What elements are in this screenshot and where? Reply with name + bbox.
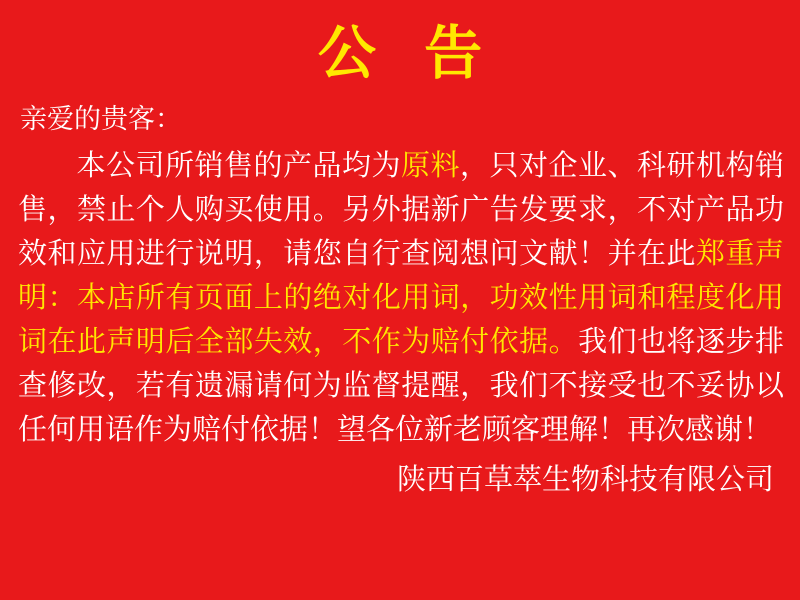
- highlight-solemn-statement: 郑重声明：本店所有页面上的绝对化用词，功效性用词和程度化用词在此声明后全部失效，不作为赔付依据。: [18, 235, 784, 359]
- body-part-1: 本公司所销售的产品均为: [76, 147, 401, 182]
- page-title: 公 告: [317, 19, 497, 87]
- company-signature: 陕西百草萃生物科技有限公司: [396, 462, 774, 497]
- highlight-raw-material: 原料: [400, 147, 460, 182]
- body-part-3: 我们也将逐步排查修改，若有遗漏请何为监督提醒，我们不接受也不妥协以任何用语作为赔付依据！望各位新老顾客理解！再次感谢！: [18, 324, 784, 447]
- salutation-text: 亲爱的贵客：: [20, 104, 182, 136]
- announcement-body: [18, 143, 784, 452]
- body-part-2: ，只对企业、科研机构销售，禁止个人购买使用。另外据新广告发要求，不对产品功效和应用进行说明，请您自行查阅想问文献！并在此: [18, 147, 784, 270]
